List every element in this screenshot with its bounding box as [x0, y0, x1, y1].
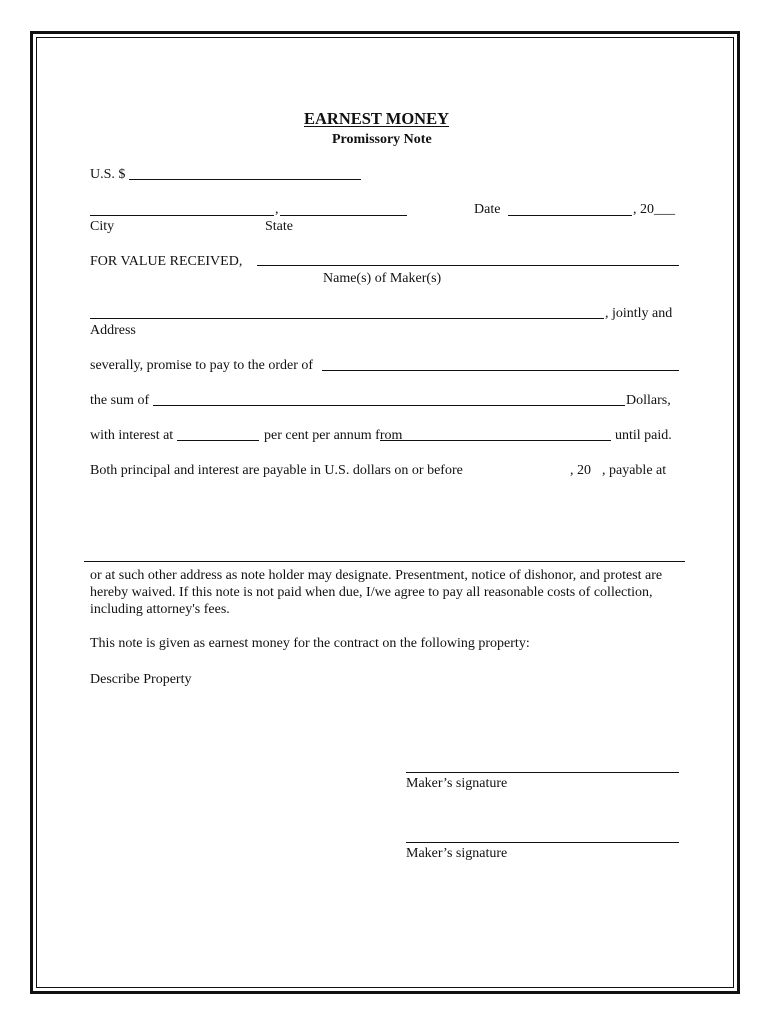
payable-at-label: , payable at [602, 463, 667, 478]
payee-field[interactable] [322, 370, 679, 371]
payment-location-field[interactable] [84, 561, 685, 562]
city-state-comma: , [275, 202, 279, 217]
promise-label: severally, promise to pay to the order of [90, 358, 314, 373]
date-label: Date [474, 202, 501, 217]
value-received-label: FOR VALUE RECEIVED, [90, 254, 243, 269]
payable-year: , 20 [570, 463, 591, 478]
describe-property-label: Describe Property [90, 672, 192, 687]
jointly-label: , jointly and [605, 306, 673, 321]
terms-paragraph: or at such other address as note holder may designate. Presentment, notice of dishonor, and protest are hereby waived. If this note is not paid when due, I/we agree to pay all reasonable costs of collection, including attorney's fees. [90, 568, 663, 617]
until-paid-label: until paid. [615, 428, 672, 443]
city-field[interactable] [90, 215, 274, 216]
address-label: Address [90, 323, 136, 338]
date-field[interactable] [508, 215, 632, 216]
amount-field[interactable] [129, 179, 361, 180]
signature-line-1[interactable] [406, 772, 679, 773]
state-field[interactable] [280, 215, 407, 216]
payable-text: Both principal and interest are payable in U.S. dollars on or before [90, 463, 463, 478]
city-label: City [90, 219, 115, 234]
makers-name-field[interactable] [257, 265, 679, 266]
amount-label: U.S. $ [90, 167, 126, 182]
dollars-label: Dollars, [626, 393, 671, 408]
sum-label: the sum of [90, 393, 150, 408]
interest-rate-field[interactable] [177, 440, 259, 441]
interest-start-field[interactable] [380, 440, 611, 441]
document-title: EARNEST MONEY [304, 109, 450, 128]
address-field[interactable] [90, 318, 604, 319]
earnest-statement: This note is given as earnest money for the contract on the following property: [90, 636, 530, 651]
document-subtitle: Promissory Note [332, 132, 432, 147]
date-year-suffix: , 20___ [633, 202, 675, 217]
signature-label-1: Maker’s signature [406, 776, 508, 791]
sum-field[interactable] [153, 405, 625, 406]
state-label: State [265, 219, 293, 234]
makers-name-label: Name(s) of Maker(s) [323, 271, 442, 286]
signature-label-2: Maker’s signature [406, 846, 508, 861]
percent-label: per cent per annum from [264, 428, 403, 443]
interest-label: with interest at [90, 428, 174, 443]
signature-line-2[interactable] [406, 842, 679, 843]
